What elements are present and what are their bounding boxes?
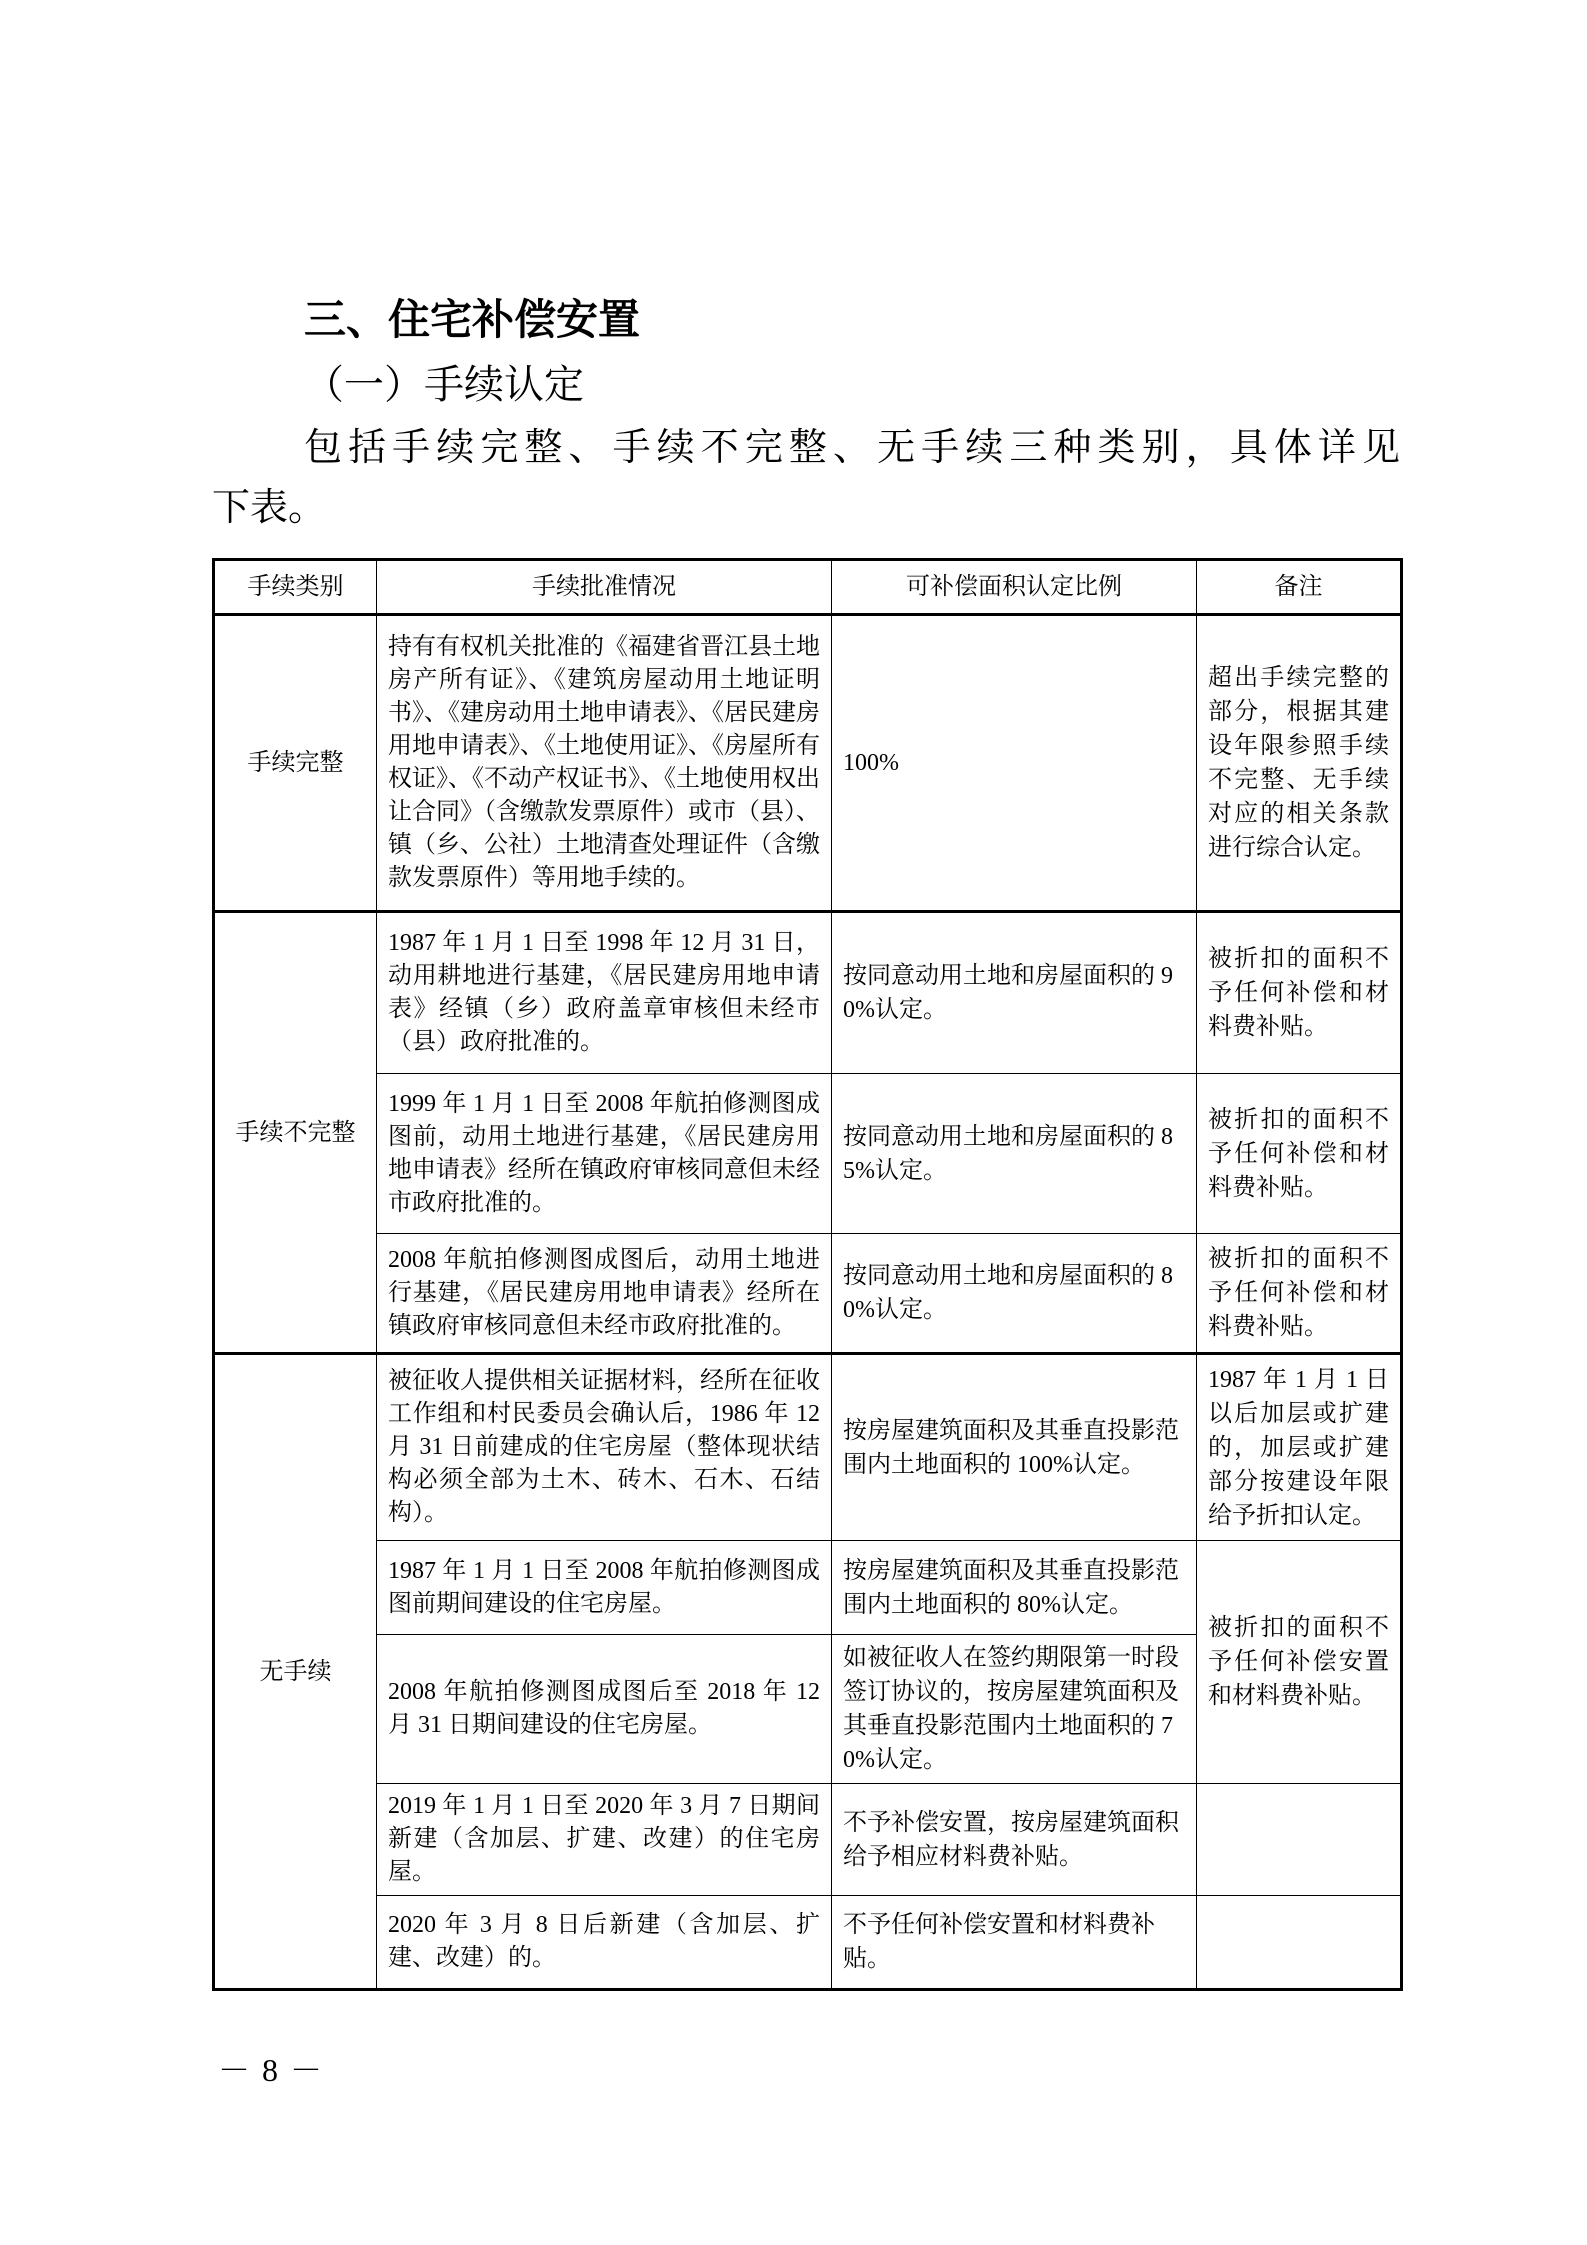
procedures-table	[212, 558, 1403, 1991]
approval-cell: 2020 年 3 月 8 日后新建（含加层、扩建、改建）的。	[377, 1896, 832, 1990]
page-number: － 8 －	[218, 2052, 325, 2088]
table-row	[214, 615, 1402, 912]
approval-cell: 1999 年 1 月 1 日至 2008 年航拍修测图成图前，动用土地进行基建，《居民建房用地申请表》经所在镇政府审核同意但未经市政府批准的。	[377, 1074, 832, 1234]
column-header-approval: 手续批准情况	[377, 560, 832, 615]
remark-cell	[1197, 1896, 1402, 1990]
intro-line-2: 下表。	[212, 487, 327, 529]
table-row	[214, 1784, 1402, 1896]
remark-cell: 被折扣的面积不予任何补偿和材料费补贴。	[1197, 1074, 1402, 1234]
remark-cell: 被折扣的面积不予任何补偿安置和材料费补贴。	[1197, 1541, 1402, 1784]
category-cell: 无手续	[214, 1354, 377, 1990]
approval-cell: 被征收人提供相关证据材料，经所在征收工作组和村民委员会确认后，1986 年 12 月 31 日前建成的住宅房屋（整体现状结构必须全部为土木、砖木、石木、石结构）。	[377, 1354, 832, 1541]
column-header-remark: 备注	[1197, 560, 1402, 615]
remark-cell: 超出手续完整的部分，根据其建设年限参照手续不完整、无手续对应的相关条款进行综合认定。	[1197, 615, 1402, 912]
ratio-cell: 不予任何补偿安置和材料费补贴。	[832, 1896, 1197, 1990]
approval-cell: 2019 年 1 月 1 日至 2020 年 3 月 7 日期间新建（含加层、扩建、改建）的住宅房屋。	[377, 1784, 832, 1896]
ratio-cell: 按房屋建筑面积及其垂直投影范围内土地面积的 100%认定。	[832, 1354, 1197, 1541]
table-row	[214, 912, 1402, 1074]
category-cell: 手续不完整	[214, 912, 377, 1354]
column-header-category: 手续类别	[214, 560, 377, 615]
document-body	[212, 294, 1400, 1991]
approval-cell: 持有有权机关批准的《福建省晋江县土地房产所有证》、《建筑房屋动用土地证明书》、《建房动用土地申请表》、《居民建房用地申请表》、《土地使用证》、《房屋所有权证》、《不动产权证书》、《土地使用权出让合同》（含缴款发票原件）或市（县）、镇（乡、公社）土地清查处理证件（含缴款发票原件）等用地手续的。	[377, 615, 832, 912]
approval-cell: 1987 年 1 月 1 日至 2008 年航拍修测图成图前期间建设的住宅房屋。	[377, 1541, 832, 1635]
ratio-cell: 按同意动用土地和房屋面积的 90%认定。	[832, 912, 1197, 1074]
ratio-cell: 不予补偿安置，按房屋建筑面积给予相应材料费补贴。	[832, 1784, 1197, 1896]
category-cell: 手续完整	[214, 615, 377, 912]
ratio-cell: 100%	[832, 615, 1197, 912]
ratio-cell: 按房屋建筑面积及其垂直投影范围内土地面积的 80%认定。	[832, 1541, 1197, 1635]
ratio-cell: 按同意动用土地和房屋面积的 80%认定。	[832, 1234, 1197, 1354]
approval-cell: 2008 年航拍修测图成图后至 2018 年 12 月 31 日期间建设的住宅房屋。	[377, 1635, 832, 1784]
remark-cell: 1987 年 1 月 1 日以后加层或扩建的，加层或扩建部分按建设年限给予折扣认定。	[1197, 1354, 1402, 1541]
column-header-ratio: 可补偿面积认定比例	[832, 560, 1197, 615]
ratio-cell: 按同意动用土地和房屋面积的 85%认定。	[832, 1074, 1197, 1234]
intro-line-1: 包括手续完整、手续不完整、无手续三种类别，具体详见	[304, 427, 1400, 469]
table-row	[214, 1234, 1402, 1354]
page-title: 三、住宅补偿安置	[304, 296, 641, 343]
table-header-row	[214, 560, 1402, 615]
ratio-cell: 如被征收人在签约期限第一时段签订协议的，按房屋建筑面积及其垂直投影范围内土地面积的 70%认定。	[832, 1635, 1197, 1784]
remark-cell: 被折扣的面积不予任何补偿和材料费补贴。	[1197, 912, 1402, 1074]
approval-cell: 2008 年航拍修测图成图后，动用土地进行基建，《居民建房用地申请表》经所在镇政府审核同意但未经市政府批准的。	[377, 1234, 832, 1354]
table-row	[214, 1896, 1402, 1990]
intro-paragraph	[212, 418, 1400, 538]
section-subtitle: （一）手续认定	[304, 362, 584, 407]
table-row	[214, 1354, 1402, 1541]
remark-cell: 被折扣的面积不予任何补偿和材料费补贴。	[1197, 1234, 1402, 1354]
approval-cell: 1987 年 1 月 1 日至 1998 年 12 月 31 日，动用耕地进行基建，《居民建房用地申请表》经镇（乡）政府盖章审核但未经市（县）政府批准的。	[377, 912, 832, 1074]
table-row	[214, 1074, 1402, 1234]
remark-cell	[1197, 1784, 1402, 1896]
table-row	[214, 1541, 1402, 1635]
